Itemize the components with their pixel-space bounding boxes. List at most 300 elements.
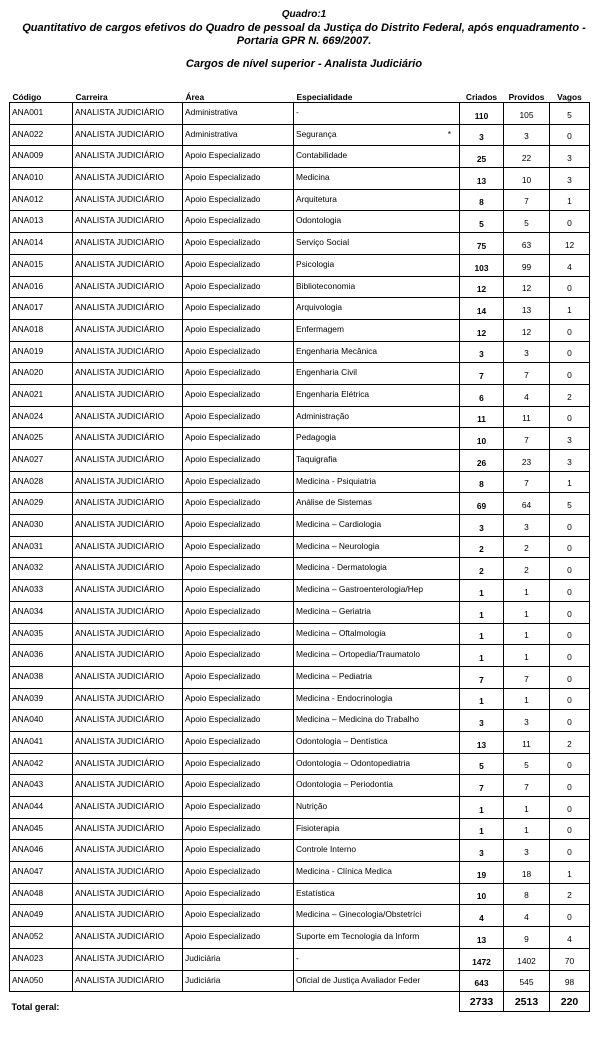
codigo-cell-text: ANA029 [12, 497, 44, 508]
criados-cell [460, 341, 504, 363]
area-cell [183, 558, 294, 580]
carreira-cell [73, 450, 183, 472]
especialidade-cell [294, 406, 460, 428]
vagos-cell-text: 70 [564, 955, 575, 966]
table-row [10, 341, 590, 363]
area-cell [183, 428, 294, 450]
providos-cell-text: 105 [519, 109, 534, 120]
codigo-cell [10, 645, 73, 667]
criados-cell [460, 363, 504, 385]
codigo-cell-text: ANA016 [12, 280, 44, 291]
providos-cell [504, 905, 550, 927]
especialidade-cell [294, 103, 460, 125]
providos-cell [504, 710, 550, 732]
especialidade-cell-text: Medicina - Dermatologia [296, 562, 387, 573]
especialidade-cell-text: Odontologia [296, 215, 342, 226]
providos-cell [504, 146, 550, 168]
especialidade-cell [294, 970, 460, 992]
criados-cell [460, 731, 504, 753]
carreira-cell [73, 688, 183, 710]
criados-cell-text: 11 [477, 414, 486, 425]
providos-cell [504, 948, 550, 970]
codigo-cell-text: ANA027 [12, 454, 44, 464]
codigo-cell [10, 927, 73, 949]
table-row [10, 905, 590, 927]
codigo-cell [10, 905, 73, 927]
especialidade-cell [294, 623, 460, 645]
table-row [10, 103, 590, 125]
criados-cell [460, 384, 504, 406]
carreira-cell [73, 471, 183, 493]
especialidade-cell [294, 797, 460, 819]
area-cell [183, 254, 294, 276]
table-header-row [10, 90, 590, 103]
especialidade-cell [294, 146, 460, 168]
table-number: Quadro:1 [281, 9, 327, 20]
vagos-cell [550, 341, 590, 363]
area-cell-text: Apoio Especializado [185, 584, 261, 595]
criados-cell [460, 276, 504, 298]
codigo-cell-text: ANA038 [12, 670, 44, 681]
especialidade-cell-text: Taquigrafia [296, 454, 337, 464]
providos-cell [504, 493, 550, 515]
header-codigo: Código [12, 92, 42, 102]
area-cell-text: Apoio Especializado [185, 605, 261, 616]
providos-cell-text: 7 [524, 782, 529, 792]
area-cell-text: Apoio Especializado [185, 931, 261, 942]
criados-cell [460, 883, 504, 905]
area-cell-text: Apoio Especializado [185, 670, 261, 681]
providos-cell [504, 406, 550, 428]
codigo-cell-text: ANA046 [12, 844, 44, 855]
especialidade-cell-text: Pedagogia [296, 432, 337, 443]
especialidade-cell [294, 124, 460, 146]
area-cell [183, 710, 294, 732]
codigo-cell [10, 710, 73, 732]
codigo-cell [10, 493, 73, 515]
vagos-cell-text: 0 [567, 131, 572, 142]
carreira-cell [73, 189, 183, 211]
table-row [10, 124, 590, 146]
providos-cell [504, 558, 550, 580]
vagos-cell-text: 0 [567, 521, 572, 532]
area-cell [183, 233, 294, 255]
providos-cell-text: 1 [524, 608, 529, 619]
area-cell [183, 862, 294, 884]
especialidade-cell-text: Medicina – Ortopedia/Traumatolo [296, 649, 420, 660]
area-cell [183, 883, 294, 905]
criados-cell [460, 233, 504, 255]
providos-cell-text: 23 [521, 456, 532, 467]
table-row [10, 515, 590, 537]
area-cell [183, 840, 294, 862]
codigo-cell-text: ANA052 [12, 931, 44, 942]
criados-cell-text: 1 [479, 631, 484, 642]
criados-cell-text: 75 [476, 240, 487, 251]
vagos-cell-text: 0 [567, 847, 572, 858]
especialidade-cell [294, 276, 460, 298]
vagos-cell [550, 124, 590, 146]
carreira-cell [73, 406, 183, 428]
criados-cell [460, 471, 504, 493]
area-cell [183, 384, 294, 406]
criados-cell-text: 1 [479, 804, 484, 815]
especialidade-cell-text: Contabilidade [296, 150, 348, 161]
especialidade-cell-text: Medicina – Medicina do Trabalho [296, 714, 419, 725]
carreira-cell [73, 883, 183, 905]
carreira-cell-text: ANALISTA JUDICIÁRIO [75, 714, 165, 725]
table-row [10, 406, 590, 428]
carreira-cell-text: ANALISTA JUDICIÁRIO [75, 562, 165, 573]
codigo-cell-text: ANA018 [12, 323, 44, 334]
criados-cell-text: 3 [479, 522, 484, 533]
vagos-cell [550, 623, 590, 645]
area-cell [183, 601, 294, 623]
especialidade-cell-text: Medicina - Clínica Medica [296, 866, 392, 877]
vagos-cell [550, 211, 590, 233]
providos-cell [504, 103, 550, 125]
providos-cell-text: 1 [524, 630, 529, 641]
carreira-cell-text: ANALISTA JUDICIÁRIO [75, 497, 165, 508]
codigo-cell [10, 558, 73, 580]
vagos-cell-text: 2 [567, 738, 572, 749]
table-row [10, 840, 590, 862]
vagos-cell [550, 168, 590, 190]
especialidade-cell [294, 254, 460, 276]
carreira-cell [73, 601, 183, 623]
especialidade-cell [294, 189, 460, 211]
criados-cell-text: 13 [476, 175, 487, 186]
vagos-cell-text: 3 [567, 435, 572, 445]
criados-cell-text: 7 [479, 370, 484, 381]
criados-cell [460, 189, 504, 211]
providos-cell-text: 3 [524, 131, 529, 142]
providos-cell-text: 9 [524, 933, 529, 944]
codigo-cell-text: ANA032 [12, 562, 44, 573]
criados-cell [460, 797, 504, 819]
providos-cell [504, 818, 550, 840]
codigo-cell [10, 666, 73, 688]
vagos-cell [550, 536, 590, 558]
criados-cell [460, 558, 504, 580]
providos-cell [504, 276, 550, 298]
vagos-cell-text: 1 [567, 868, 572, 879]
table-row [10, 168, 590, 190]
table-row [10, 471, 590, 493]
vagos-cell-text: 0 [567, 565, 572, 576]
especialidade-cell-text: Engenharia Elétrica [296, 388, 370, 399]
carreira-cell [73, 493, 183, 515]
carreira-cell [73, 254, 183, 276]
criados-cell [460, 601, 504, 623]
carreira-cell-text: ANALISTA JUDICIÁRIO [75, 670, 165, 681]
total-providos: 2513 [504, 992, 550, 1012]
document-title-line-1: Quantitativo de cargos efetivos do Quadro de pessoal da Justiça do Distrito Federal, após enquadramento - [22, 22, 586, 34]
providos-cell-text: 3 [524, 348, 529, 359]
header-vagos: Vagos [557, 92, 582, 102]
codigo-cell-text: ANA034 [12, 605, 44, 616]
vagos-cell-text: 3 [567, 456, 572, 467]
carreira-cell-text: ANALISTA JUDICIÁRIO [75, 367, 165, 378]
providos-cell-text: 22 [521, 153, 532, 164]
criados-cell [460, 927, 504, 949]
area-cell-text: Apoio Especializado [185, 714, 261, 725]
area-cell-text: Apoio Especializado [185, 280, 261, 291]
providos-cell-text: 1 [524, 586, 529, 597]
criados-cell [460, 319, 504, 341]
codigo-cell [10, 341, 73, 363]
carreira-cell [73, 276, 183, 298]
area-cell [183, 818, 294, 840]
criados-cell [460, 254, 504, 276]
codigo-cell [10, 254, 73, 276]
carreira-cell [73, 623, 183, 645]
vagos-cell-text: 0 [567, 608, 572, 619]
criados-cell [460, 948, 504, 970]
codigo-cell [10, 103, 73, 125]
especialidade-cell [294, 862, 460, 884]
especialidade-cell-text: Odontologia – Periodontia [296, 779, 393, 790]
providos-cell [504, 580, 550, 602]
especialidade-cell-text: Fisioterapia [296, 822, 340, 833]
criados-cell-text: 5 [479, 761, 484, 772]
providos-cell [504, 254, 550, 276]
carreira-cell [73, 862, 183, 884]
criados-cell [460, 645, 504, 667]
area-cell [183, 493, 294, 515]
especialidade-cell-text: Oficial de Justiça Avaliador Feder [296, 974, 421, 985]
area-cell [183, 797, 294, 819]
codigo-cell [10, 623, 73, 645]
especialidade-cell [294, 580, 460, 602]
providos-cell [504, 536, 550, 558]
area-cell-text: Apoio Especializado [185, 735, 261, 746]
carreira-cell-text: ANALISTA JUDICIÁRIO [75, 280, 165, 291]
criados-cell-text: 2 [479, 566, 484, 577]
area-cell-text: Apoio Especializado [185, 757, 261, 768]
area-cell-text: Apoio Especializado [185, 866, 261, 877]
especialidade-cell [294, 818, 460, 840]
table-row [10, 276, 590, 298]
vagos-cell-text: 98 [564, 977, 575, 988]
codigo-cell [10, 753, 73, 775]
especialidade-cell-text: - [296, 952, 299, 963]
vagos-cell-text: 0 [567, 369, 572, 380]
table-row [10, 493, 590, 515]
criados-cell-text: 103 [474, 262, 489, 273]
positions-table [9, 90, 590, 1012]
providos-cell [504, 298, 550, 320]
criados-cell-text: 7 [479, 783, 484, 793]
vagos-cell [550, 927, 590, 949]
codigo-cell-text: ANA024 [12, 410, 44, 421]
codigo-cell-text: ANA047 [12, 866, 44, 877]
providos-cell [504, 319, 550, 341]
area-cell-text: Apoio Especializado [185, 519, 261, 530]
area-cell [183, 645, 294, 667]
especialidade-cell-text: Engenharia Civil [296, 367, 357, 378]
vagos-cell-text: 0 [567, 803, 572, 814]
area-cell [183, 341, 294, 363]
area-cell [183, 927, 294, 949]
codigo-cell [10, 450, 73, 472]
area-cell-text: Apoio Especializado [185, 649, 261, 660]
codigo-cell [10, 168, 73, 190]
carreira-cell [73, 775, 183, 797]
vagos-cell [550, 189, 590, 211]
carreira-cell-text: ANALISTA JUDICIÁRIO [75, 323, 165, 334]
especialidade-cell [294, 558, 460, 580]
codigo-cell-text: ANA045 [12, 822, 44, 833]
criados-cell [460, 970, 504, 992]
table-row [10, 862, 590, 884]
especialidade-cell-text: Enfermagem [296, 323, 344, 334]
criados-cell-text: 10 [476, 891, 487, 902]
criados-cell [460, 515, 504, 537]
criados-cell [460, 450, 504, 472]
total-label: Total geral: [11, 1001, 60, 1012]
vagos-cell [550, 970, 590, 992]
criados-cell [460, 406, 504, 428]
document-title-line-2: Portaria GPR N. 669/2007. [236, 35, 372, 47]
codigo-cell-text: ANA014 [12, 237, 44, 248]
table-row [10, 731, 590, 753]
especialidade-cell [294, 363, 460, 385]
header-carreira: Carreira [75, 92, 108, 102]
carreira-cell-text: ANALISTA JUDICIÁRIO [75, 931, 165, 942]
vagos-cell-text: 0 [567, 825, 572, 836]
providos-cell [504, 384, 550, 406]
vagos-cell-text: 3 [567, 153, 572, 164]
providos-cell-text: 11 [522, 738, 531, 749]
criados-cell-text: 12 [476, 327, 487, 338]
providos-cell [504, 471, 550, 493]
area-cell-text: Apoio Especializado [185, 193, 261, 204]
vagos-cell [550, 601, 590, 623]
providos-cell-text: 5 [524, 760, 529, 771]
providos-cell [504, 840, 550, 862]
criados-cell-text: 8 [479, 479, 484, 490]
providos-cell-text: 4 [524, 391, 529, 402]
especialidade-cell [294, 341, 460, 363]
codigo-cell [10, 319, 73, 341]
vagos-cell [550, 319, 590, 341]
codigo-cell-text: ANA048 [12, 887, 44, 898]
carreira-cell-text: ANALISTA JUDICIÁRIO [75, 844, 165, 855]
vagos-cell-text: 2 [567, 890, 572, 901]
carreira-cell-text: ANALISTA JUDICIÁRIO [75, 432, 165, 443]
criados-cell [460, 688, 504, 710]
table-row [10, 623, 590, 645]
vagos-cell-text: 0 [567, 283, 572, 294]
area-cell [183, 753, 294, 775]
criados-cell-text: 3 [479, 132, 484, 143]
carreira-cell-text: ANALISTA JUDICIÁRIO [75, 735, 165, 746]
codigo-cell [10, 948, 73, 970]
criados-cell-text: 13 [476, 739, 487, 750]
especialidade-cell-text: Psicologia [296, 258, 335, 269]
codigo-cell [10, 775, 73, 797]
especialidade-cell-text: Controle Interno [296, 844, 357, 855]
area-cell-text: Apoio Especializado [185, 215, 261, 226]
especialidade-cell-text: Odontologia – Odontopediatria [296, 757, 411, 768]
table-row [10, 753, 590, 775]
carreira-cell [73, 948, 183, 970]
providos-cell-text: 64 [521, 500, 532, 511]
providos-cell-text: 2 [524, 565, 529, 576]
carreira-cell [73, 970, 183, 992]
carreira-cell-text: ANALISTA JUDICIÁRIO [75, 237, 165, 248]
codigo-cell [10, 406, 73, 428]
providos-cell-text: 1402 [517, 955, 536, 966]
codigo-cell-text: ANA009 [12, 150, 44, 161]
vagos-cell-text: 1 [567, 478, 572, 489]
area-cell-text: Apoio Especializado [185, 323, 261, 334]
providos-cell-text: 7 [524, 196, 529, 207]
carreira-cell-text: ANALISTA JUDICIÁRIO [75, 974, 165, 985]
area-cell-text: Administrativa [185, 128, 238, 139]
area-cell [183, 948, 294, 970]
criados-cell-text: 13 [476, 934, 487, 945]
criados-cell-text: 643 [474, 978, 489, 989]
table-row [10, 536, 590, 558]
vagos-cell [550, 515, 590, 537]
especialidade-cell-text: Medicina – Cardiologia [296, 519, 382, 530]
especialidade-cell [294, 927, 460, 949]
total-vagos: 220 [550, 992, 590, 1012]
vagos-cell-text: 0 [567, 586, 572, 597]
vagos-cell [550, 384, 590, 406]
providos-cell-text: 3 [524, 521, 529, 532]
header-especialidade: Especialidade [296, 92, 353, 102]
carreira-cell-text: ANALISTA JUDICIÁRIO [75, 801, 165, 811]
area-cell-text: Apoio Especializado [185, 497, 261, 508]
codigo-cell-text: ANA043 [12, 779, 44, 790]
vagos-cell [550, 233, 590, 255]
codigo-cell [10, 862, 73, 884]
table-row [10, 233, 590, 255]
vagos-cell-text: 0 [567, 673, 572, 684]
codigo-cell-text: ANA025 [12, 432, 44, 443]
providos-cell [504, 970, 550, 992]
codigo-cell-text: ANA023 [12, 952, 44, 963]
area-cell [183, 688, 294, 710]
carreira-cell [73, 146, 183, 168]
vagos-cell-text: 0 [567, 651, 572, 662]
carreira-cell-text: ANALISTA JUDICIÁRIO [75, 605, 165, 616]
carreira-cell-text: ANALISTA JUDICIÁRIO [75, 388, 165, 399]
carreira-cell-text: ANALISTA JUDICIÁRIO [75, 779, 165, 790]
vagos-cell-text: 1 [567, 196, 572, 207]
carreira-cell [73, 580, 183, 602]
criados-cell-text: 1 [479, 696, 484, 707]
area-cell-text: Apoio Especializado [185, 887, 261, 898]
vagos-cell-text: 0 [567, 782, 572, 792]
codigo-cell [10, 298, 73, 320]
carreira-cell-text: ANALISTA JUDICIÁRIO [75, 866, 165, 877]
providos-cell [504, 731, 550, 753]
area-cell-text: Apoio Especializado [185, 345, 261, 356]
criados-cell-text: 1 [479, 587, 484, 598]
carreira-cell [73, 927, 183, 949]
providos-cell-text: 7 [524, 478, 529, 489]
criados-cell-text: 3 [479, 848, 484, 859]
criados-cell [460, 753, 504, 775]
criados-cell [460, 666, 504, 688]
especialidade-cell [294, 233, 460, 255]
carreira-cell-text: ANALISTA JUDICIÁRIO [75, 540, 165, 551]
providos-cell [504, 688, 550, 710]
